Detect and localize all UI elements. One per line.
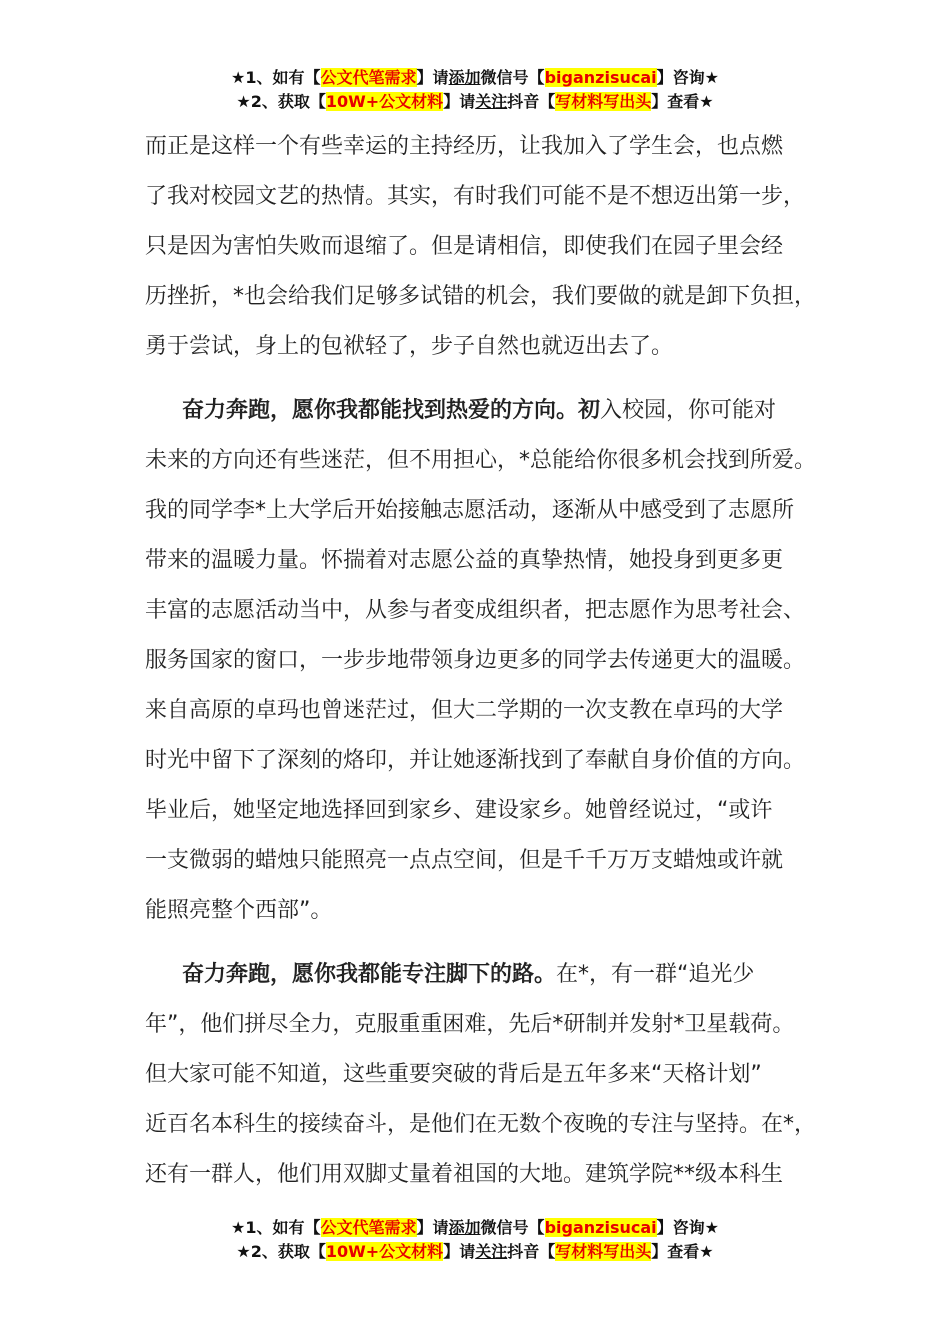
highlight-service: 公文代笔需求	[320, 68, 417, 87]
banner-line-1: ★1、如有【公文代笔需求】请添加微信号【biganzisucai】咨询★	[231, 68, 719, 87]
highlight-douyin: 写材料写出头	[555, 92, 652, 111]
highlight-materials: 10W+公文材料	[325, 1242, 444, 1261]
highlight-service: 公文代笔需求	[320, 1218, 417, 1237]
paragraph-2: 奋力奔跑，愿你我都能找到热爱的方向。初入校园，你可能对 未来的方向还有些迷茫，但不用担心，*总能给你很多机会找到所爱。 我的同学李*上大学后开始接触志愿活动，逐渐从中感受到了志愿所 带来的温暖力量。怀揣着对志愿公益的真挚热情，她投身到更多更 丰富的志愿活动当中，从参与者变成组织者，把志愿作为思考社会、 服务国家的窗口，一步步地带领身边更多的同学去传递更大的温暖。 来自高原的卓玛也曾迷茫过，但大二学期的一次支教在卓玛的大学 时光中留下了深刻的烙印，并让她逐渐找到了奉献自身价值的方向。 毕业后，她坚定地选择回到家乡、建设家乡。她曾经说过，“或许 一支微弱的蜡烛只能照亮一点点空间，但是千千万万支蜡烛或许就 能照亮整个西部”。	[145, 398, 817, 923]
footer-banner	[0, 1216, 950, 1264]
banner-line-2: ★2、获取【10W+公文材料】请关注抖音【写材料写出头】查看★	[236, 1242, 714, 1261]
paragraph-heading: 奋力奔跑，愿你我都能找到热爱的方向。初	[182, 398, 601, 423]
highlight-douyin: 写材料写出头	[555, 1242, 652, 1261]
banner-line-2: ★2、获取【10W+公文材料】请关注抖音【写材料写出头】查看★	[236, 92, 714, 111]
highlight-wechat-id: biganzisucai	[544, 68, 657, 87]
paragraph-3: 奋力奔跑，愿你我都能专注脚下的路。在*，有一群“追光少 年”，他们拼尽全力，克服重重困难，先后*研制并发射*卫星载荷。 但大家可能不知道，这些重要突破的背后是五年多来“天格计划” 近百名本科生的接续奋斗，是他们在无数个夜晚的专注与坚持。在*， 还有一群人，他们用双脚丈量着祖国的大地。建筑学院**级本科生	[145, 962, 817, 1187]
highlight-materials: 10W+公文材料	[325, 92, 444, 111]
document-body	[145, 122, 825, 1200]
paragraph-1: 而正是这样一个有些幸运的主持经历，让我加入了学生会，也点燃 了我对校园文艺的热情。其实，有时我们可能不是不想迈出第一步， 只是因为害怕失败而退缩了。但是请相信，即使我们在园子里会经 历挫折，*也会给我们足够多试错的机会，我们要做的就是卸下负担， 勇于尝试，身上的包袱轻了，步子自然也就迈出去了。	[145, 134, 817, 359]
highlight-wechat-id: biganzisucai	[544, 1218, 657, 1237]
paragraph-heading: 奋力奔跑，愿你我都能专注脚下的路。	[182, 962, 557, 987]
header-banner	[0, 66, 950, 114]
banner-line-1: ★1、如有【公文代笔需求】请添加微信号【biganzisucai】咨询★	[231, 1218, 719, 1237]
